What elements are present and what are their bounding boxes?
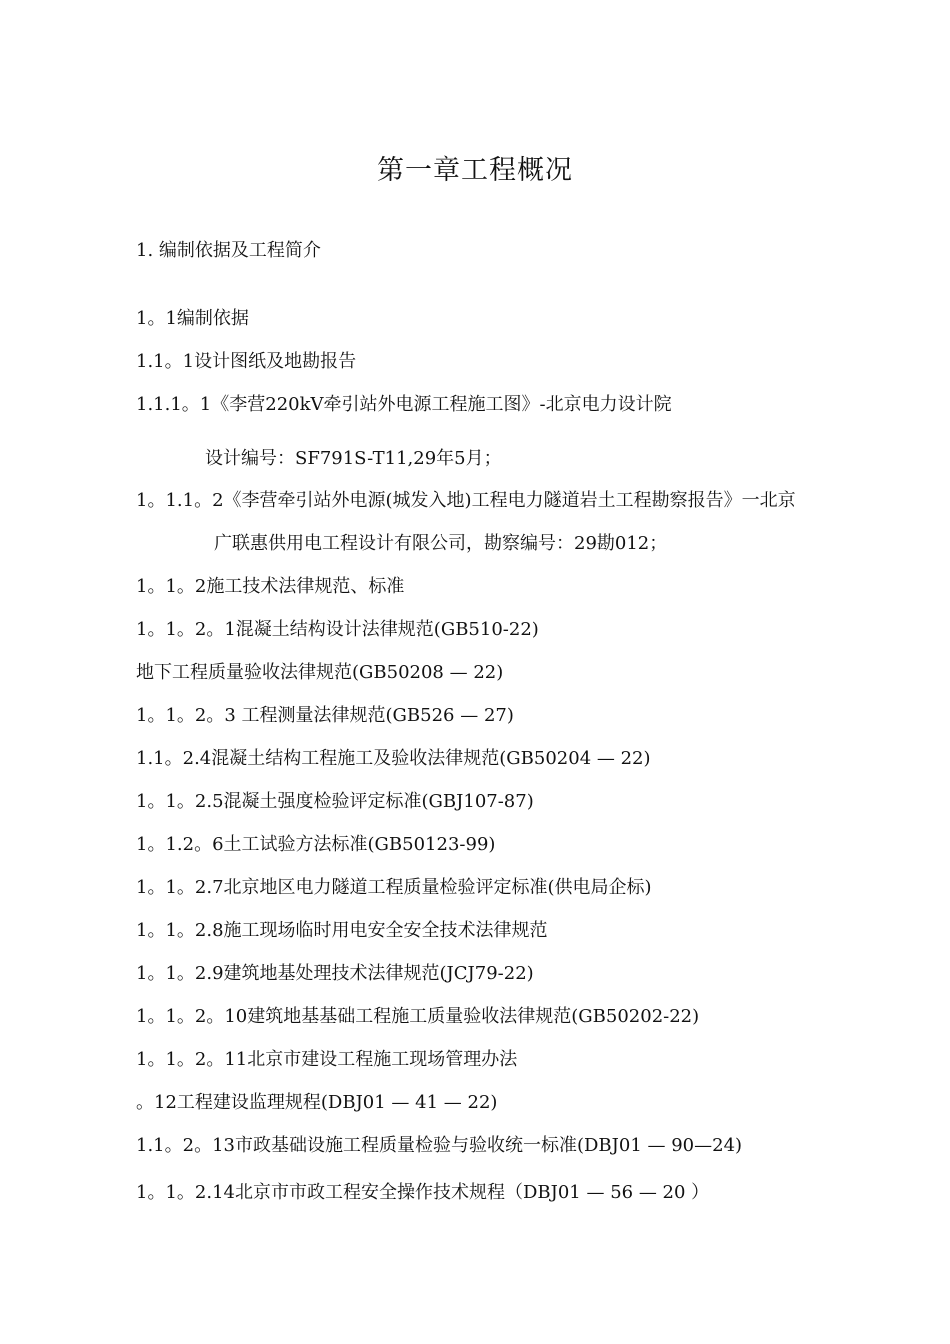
reference-item: 1.1。2。13市政基础设施工程质量检验与验收统一标准(DBJ01 — 90—24) [136, 1135, 743, 1156]
reference-item: 1。1。2.14北京市市政工程安全操作技术规程（DBJ01 — 56 — 20 ） [136, 1182, 710, 1203]
subsection-heading: 1。1。2施工技术法律规范、标准 [136, 576, 405, 597]
reference-item: 。12工程建设监理规程(DBJ01 — 41 — 22) [136, 1092, 498, 1113]
reference-item: 1。1.1。2《李营牵引站外电源(城发入地)工程电力隧道岩土工程勘察报告》一北京 [136, 490, 796, 511]
reference-item: 1。1。2。11北京市建设工程施工现场管理办法 [136, 1049, 518, 1070]
reference-item: 1。1。2.5混凝土强度检验评定标准(GBJ107-87) [136, 791, 534, 812]
reference-item: 1。1.2。6土工试验方法标准(GB50123-99) [136, 834, 496, 855]
reference-item: 1。1。2.7北京地区电力隧道工程质量检验评定标准(供电局企标) [136, 877, 652, 898]
chapter-title: 第一章工程概况 [377, 155, 573, 186]
reference-item: 1。1。2。10建筑地基基础工程施工质量验收法律规范(GB50202-22) [136, 1006, 700, 1027]
subsection-heading: 1.1。1设计图纸及地勘报告 [136, 351, 357, 372]
reference-item: 1。1。2。1混凝土结构设计法律规范(GB510-22) [136, 619, 539, 640]
reference-item: 地下工程质量验收法律规范(GB50208 — 22) [136, 662, 504, 683]
section-heading: 1. 编制依据及工程简介 [136, 240, 321, 261]
reference-item-continuation: 广联惠供用电工程设计有限公司，勘察编号：29勘012； [214, 533, 668, 554]
reference-item-continuation: 设计编号：SF791S-T11,29年5月； [205, 448, 502, 469]
reference-item: 1。1。2.9建筑地基处理技术法律规范(JCJ79-22) [136, 963, 534, 984]
reference-item: 1.1。2.4混凝土结构工程施工及验收法律规范(GB50204 — 22) [136, 748, 651, 769]
reference-item: 1。1。2。3 工程测量法律规范(GB526 — 27) [136, 705, 514, 726]
reference-item: 1.1.1。1《李营220kV牵引站外电源工程施工图》-北京电力设计院 [136, 394, 672, 415]
reference-item: 1。1。2.8施工现场临时用电安全安全技术法律规范 [136, 920, 548, 941]
subsection-heading: 1。1编制依据 [136, 308, 249, 329]
